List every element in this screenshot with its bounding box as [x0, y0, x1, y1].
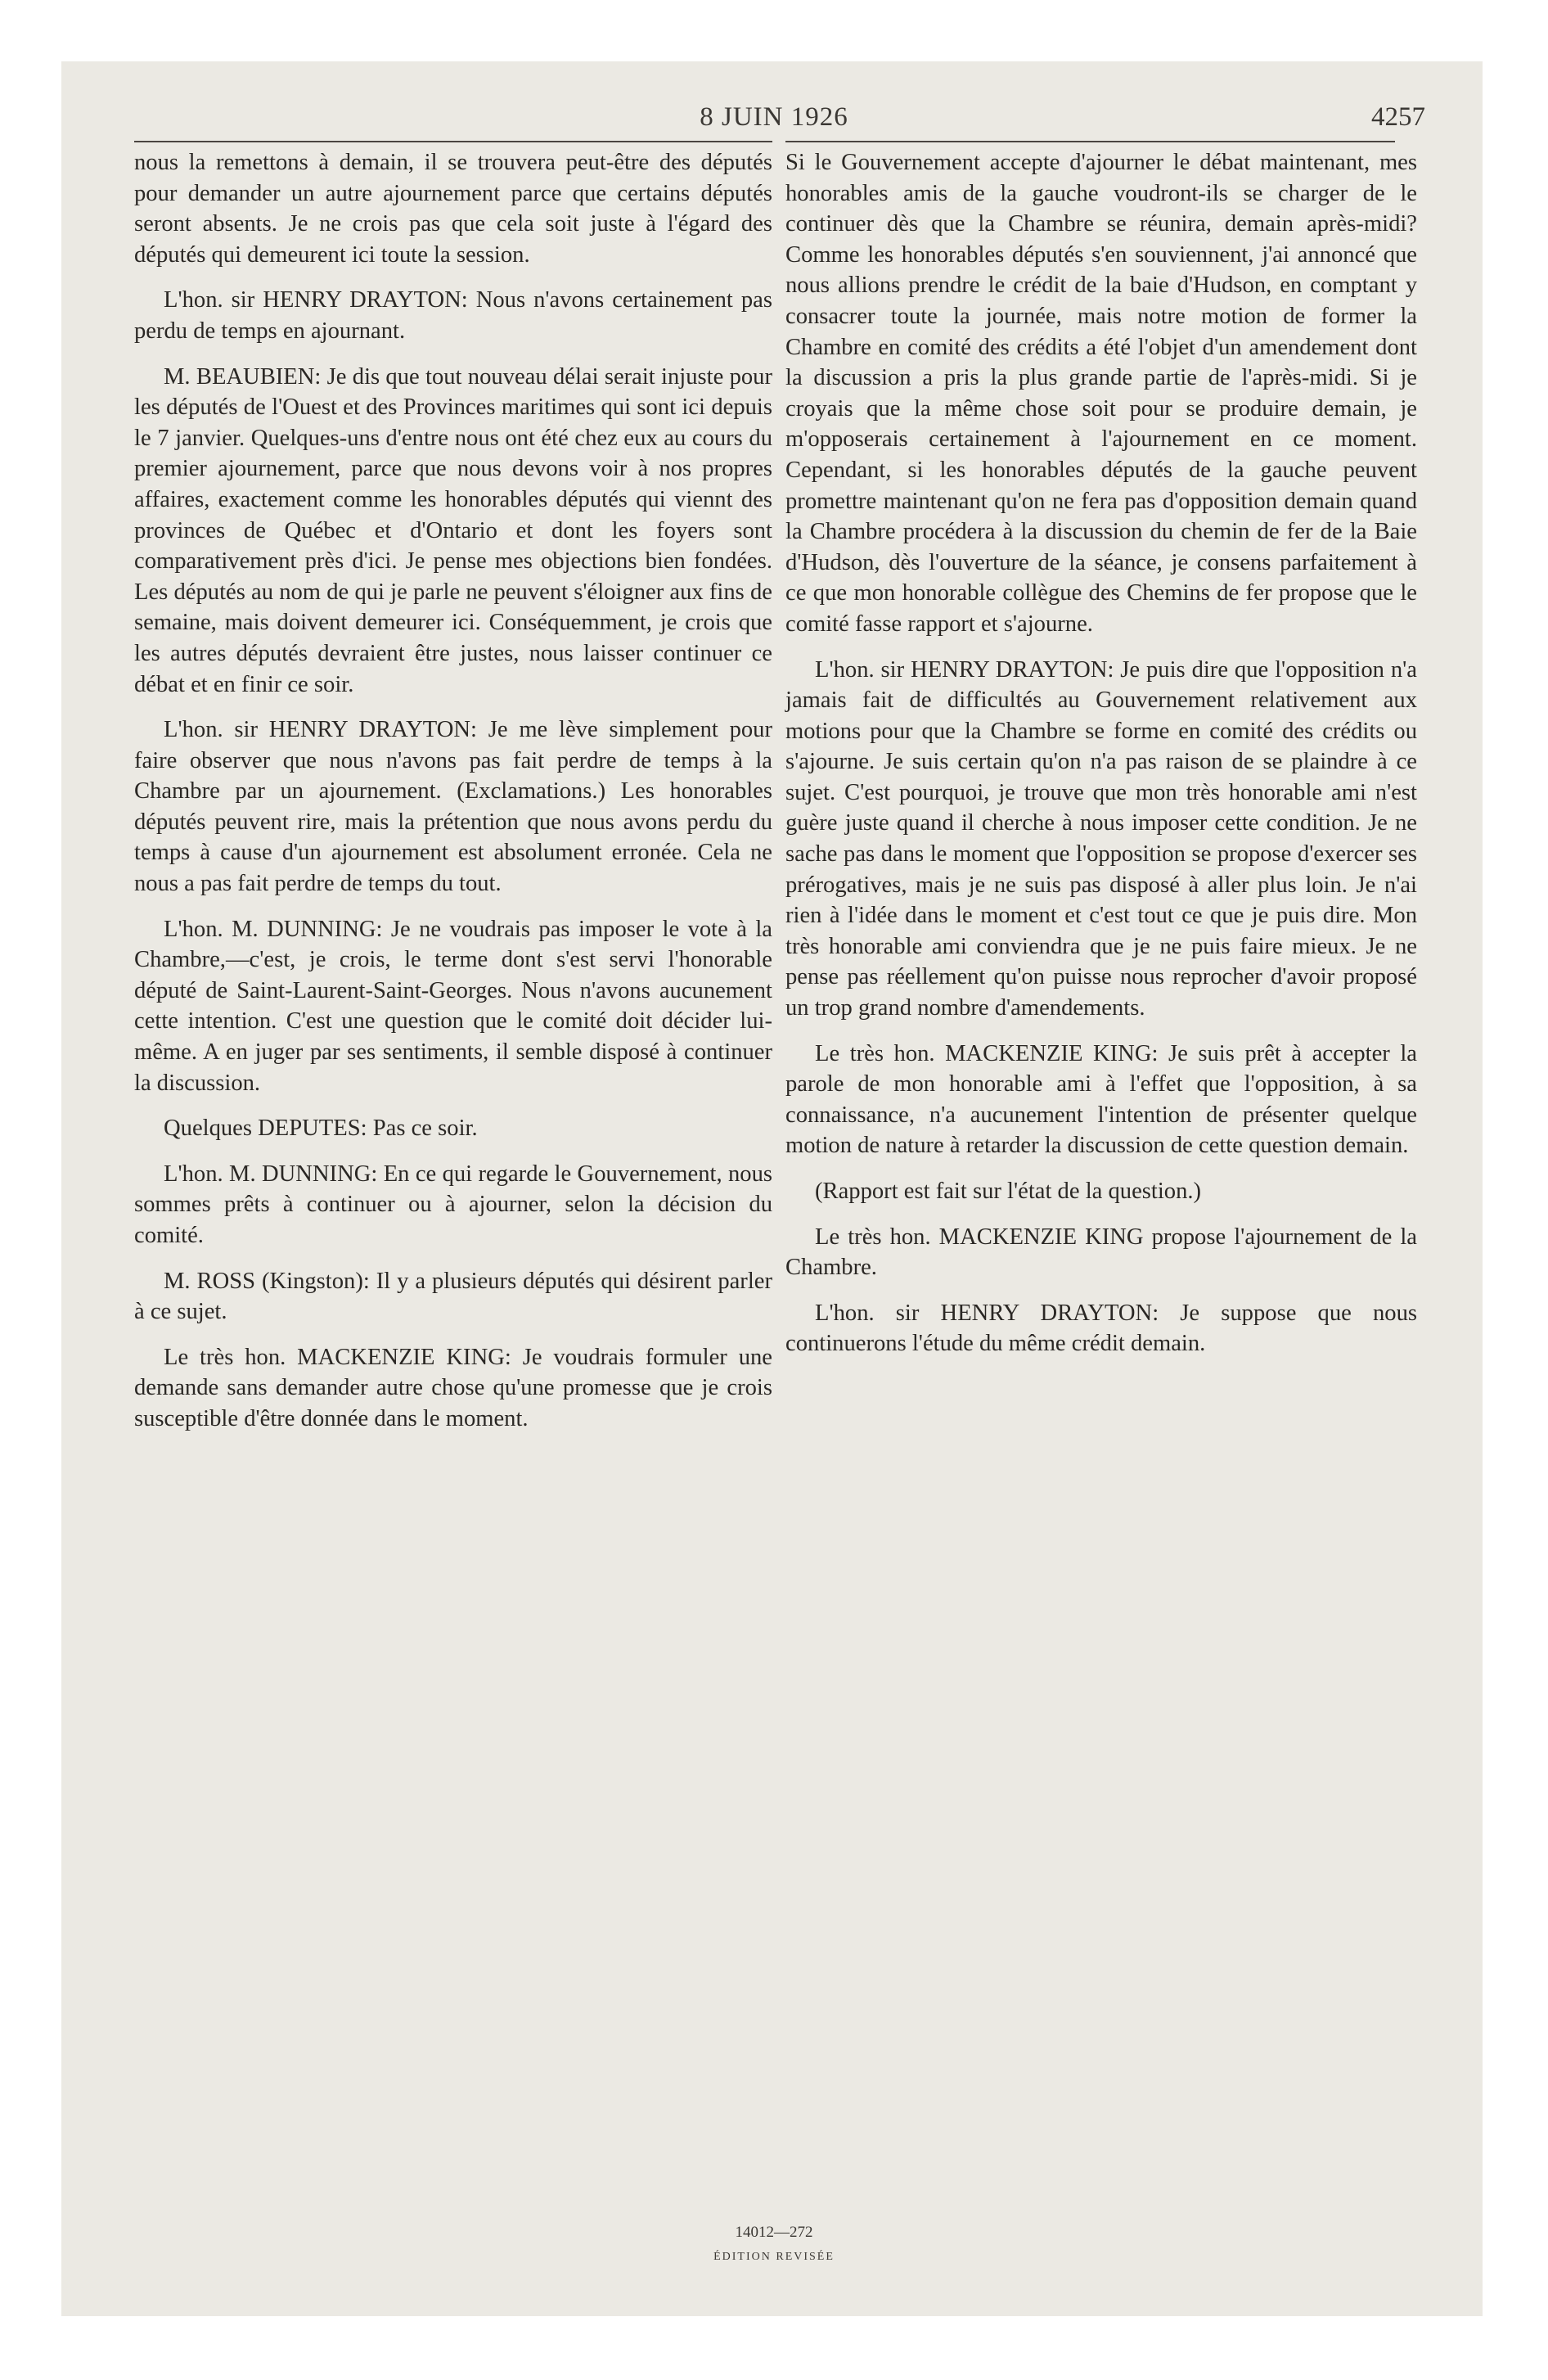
paragraph: L'hon. sir HENRY DRAYTON: Je me lève simplement pour faire observer que nous n'avons pas fait perdre de temps à la Chambre par un ajournement. (Exclamations.) Les honorables députés peuvent rire, mais la prétention que nous avons perdu du temps à cause d'un ajournement est absolument erronée. Cela ne nous a pas fait perdre de temps du tout. [134, 717, 772, 897]
header-rule-right [785, 141, 1395, 142]
paragraph: nous la remettons à demain, il se trouvera peut-être des députés pour demander un autre ajournement parce que certains députés seront absents. Je ne crois pas que cela soit juste à l'égard des députés qui demeurent ici toute la session. [134, 150, 772, 268]
paragraph: Le très hon. MACKENZIE KING propose l'ajournement de la Chambre. [785, 1224, 1417, 1281]
header-rule-left [134, 141, 772, 142]
paragraph: L'hon. M. DUNNING: En ce qui regarde le Gouvernement, nous sommes prêts à continuer ou à ajourner, selon la décision du comité. [134, 1161, 772, 1248]
left-column [134, 147, 772, 1449]
paragraph: M. BEAUBIEN: Je dis que tout nouveau délai serait injuste pour les députés de l'Ouest et des Provinces maritimes qui sont ici depuis le 7 janvier. Quelques-uns d'entre nous ont été chez eux au cours du premier ajournement, parce que nous devons voir à nos propres affaires, exactement comme les honorables députés qui viennt des provinces de Québec et d'Ontario et dont les foyers sont comparativement près d'ici. Je pense mes objections bien fondées. Les députés au nom de qui je parle ne peuvent s'éloigner aux fins de semaine, mais doivent demeurer ici. Conséquemment, je crois que les autres députés devraient être justes, nous laisser continuer ce débat et en finir ce soir. [134, 363, 772, 697]
paragraph: L'hon. sir HENRY DRAYTON: Nous n'avons certainement pas perdu de temps en ajournant. [134, 287, 772, 344]
paragraph: L'hon. sir HENRY DRAYTON: Je puis dire que l'opposition n'a jamais fait de difficultés au Gouvernement relativement aux motions pour que la Chambre se forme en comité des crédits ou s'ajourne. Je suis certain qu'on n'a pas raison de se plaindre à ce sujet. C'est pourquoi, je trouve que mon très honorable ami n'est guère juste quand il cherche à nous imposer cette condition. Je ne sache pas dans le moment que l'opposition se propose d'exercer ses prérogatives, mais je ne suis pas disposé à aller plus loin. Je n'ai rien à l'idée dans le moment et c'est tout ce que je puis dire. Mon très honorable ami conviendra que je ne puis faire mieux. Je ne pense pas réellement qu'on puisse nous reprocher d'avoir proposé un trop grand nombre d'amendements. [785, 656, 1417, 1021]
page-date: 8 JUIN 1926 [700, 102, 848, 132]
right-column [785, 147, 1417, 1374]
footer-edition: ÉDITION REVISÉE [713, 2251, 835, 2263]
paragraph: Si le Gouvernement accepte d'ajourner le débat maintenant, mes honorables amis de la gauche voudront-ils se charger de le continuer dès que la Chambre se réunira, demain après-midi? Comme les honorables députés s'en souviennent, j'ai annoncé que nous allions prendre le crédit de la baie d'Hudson, en comptant y consacrer toute la journée, mais notre motion de former la Chambre en comité des crédits a été l'objet d'un amendement dont la discussion a pris la plus grande partie de l'après-midi. Si je croyais que la même chose soit pour se produire demain, je m'opposerais certainement à l'ajournement en ce moment. Cependant, si les honorables députés de la gauche peuvent promettre maintenant qu'on ne fera pas d'opposition demain quand la Chambre procédera à la discussion du chemin de fer de la Baie d'Hudson, dès l'ouverture de la séance, je consens parfaitement à ce que mon honorable collègue des Chemins de fer propose que le comité fasse rapport et s'ajourne. [785, 150, 1417, 637]
paragraph: (Rapport est fait sur l'état de la question.) [815, 1179, 1202, 1204]
paragraph: Le très hon. MACKENZIE KING: Je voudrais formuler une demande sans demander autre chose qu'une promesse que je crois susceptible d'être donnée dans le moment. [134, 1344, 772, 1431]
paragraph: M. ROSS (Kingston): Il y a plusieurs députés qui désirent parler à ce sujet. [134, 1268, 772, 1325]
page-number: 4257 [1371, 102, 1425, 132]
paragraph: L'hon. sir HENRY DRAYTON: Je suppose que nous continuerons l'étude du même crédit demain. [785, 1300, 1417, 1357]
footer-print-code: 14012—272 [735, 2224, 813, 2241]
paragraph: L'hon. M. DUNNING: Je ne voudrais pas imposer le vote à la Chambre,—c'est, je crois, le terme dont s'est servi l'honorable député de Saint-Laurent-Saint-Georges. Nous n'avons aucunement cette intention. C'est une question que le comité doit décider lui-même. A en juger par ses sentiments, il semble disposé à continuer la discussion. [134, 916, 772, 1096]
paragraph: Quelques DEPUTES: Pas ce soir. [164, 1116, 478, 1142]
paragraph: Le très hon. MACKENZIE KING: Je suis prêt à accepter la parole de mon honorable ami à l'effet que l'opposition, à sa connaissance, n'a aucunement l'intention de présenter quelque motion de nature à retarder la discussion de cette question demain. [785, 1040, 1417, 1159]
